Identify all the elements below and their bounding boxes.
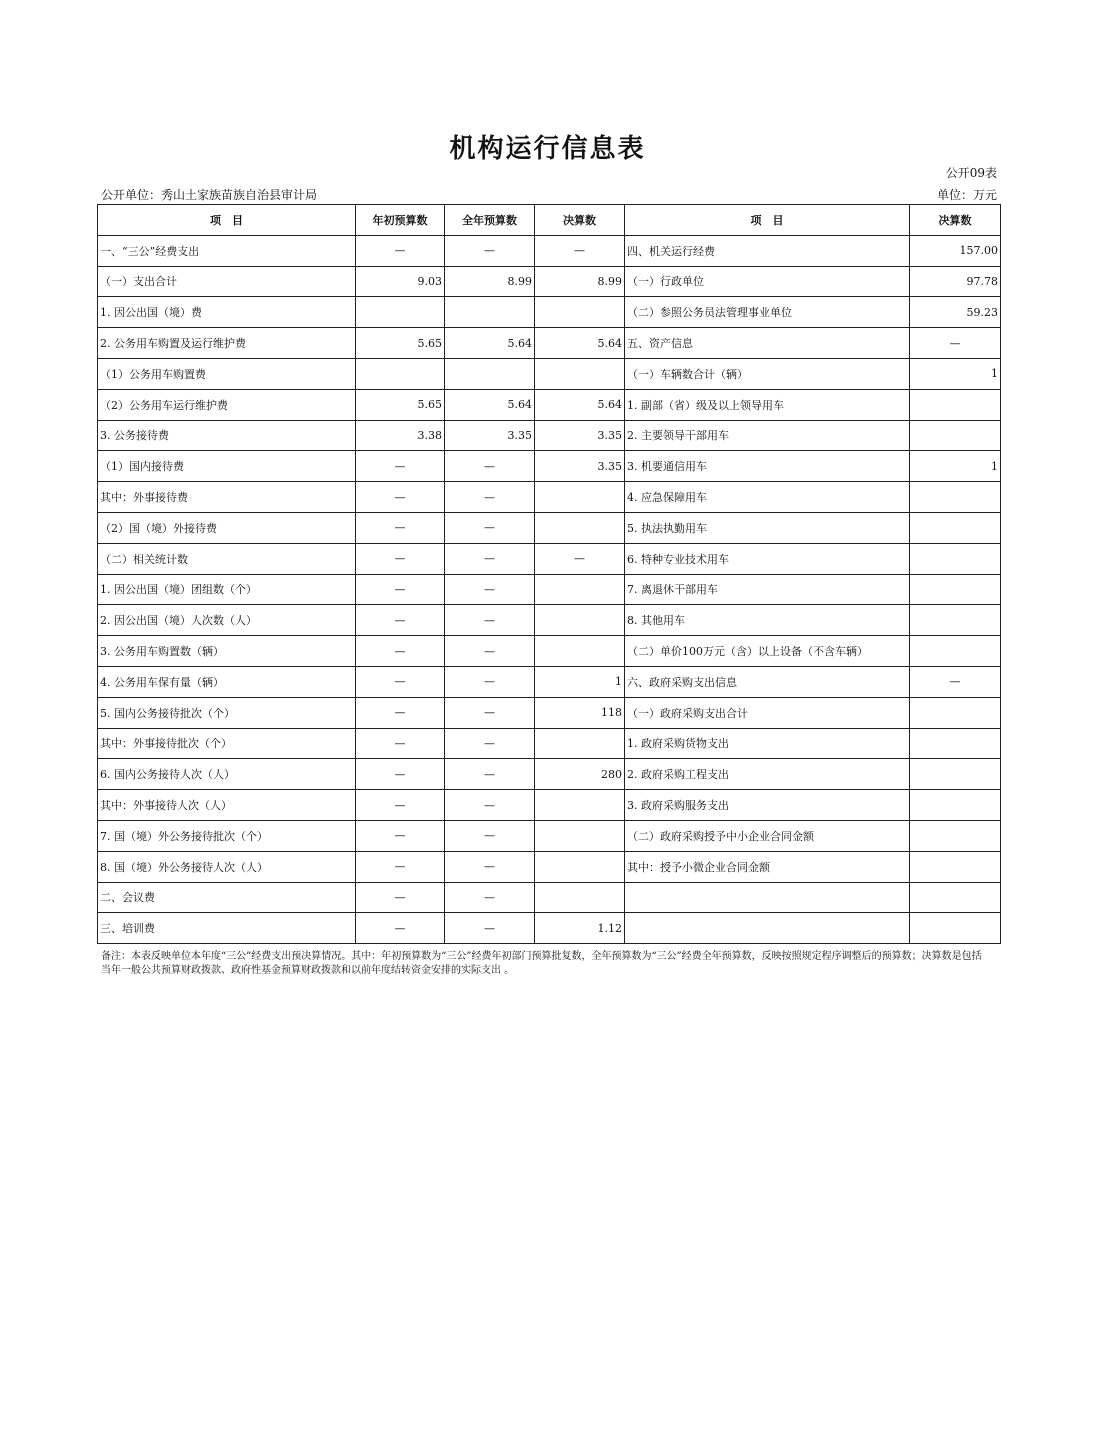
row-final-right: 1 [910,358,1001,389]
row-item-right: （一）政府采购支出合计 [625,697,910,728]
row-final-right [910,574,1001,605]
row-item-left: 1. 因公出国（境）费 [98,297,356,328]
row-final-right: — [910,328,1001,359]
row-annual-budget [445,358,535,389]
row-item-left: 1. 因公出国（境）团组数（个） [98,574,356,605]
row-initial-budget: — [356,882,445,913]
row-initial-budget: 5.65 [356,389,445,420]
row-final-left [535,512,625,543]
row-annual-budget: — [445,759,535,790]
row-annual-budget: — [445,728,535,759]
row-final-left: 280 [535,759,625,790]
row-initial-budget: — [356,820,445,851]
row-final-left [535,605,625,636]
row-item-left: 4. 公务用车保有量（辆） [98,666,356,697]
row-final-left: 3.35 [535,420,625,451]
row-final-right [910,512,1001,543]
table-header-row [98,205,1001,236]
row-final-right [910,543,1001,574]
row-item-right: 7. 离退休干部用车 [625,574,910,605]
table-row [98,790,1001,821]
row-item-left: （1）国内接待费 [98,451,356,482]
row-initial-budget [356,297,445,328]
row-annual-budget: — [445,913,535,944]
table-row [98,666,1001,697]
row-item-right: 5. 执法执勤用车 [625,512,910,543]
table-row [98,297,1001,328]
table-row [98,358,1001,389]
table-row [98,851,1001,882]
row-item-left: 3. 公务用车购置数（辆） [98,636,356,667]
row-initial-budget: 5.65 [356,328,445,359]
row-item-right: （一）行政单位 [625,266,910,297]
row-annual-budget: — [445,666,535,697]
table-row [98,759,1001,790]
row-final-right: 59.23 [910,297,1001,328]
row-initial-budget: — [356,235,445,266]
row-item-right: 六、政府采购支出信息 [625,666,910,697]
row-annual-budget: — [445,820,535,851]
row-item-left: （二）相关统计数 [98,543,356,574]
row-final-right: 97.78 [910,266,1001,297]
row-item-left: 8. 国（境）外公务接待人次（人） [98,851,356,882]
row-annual-budget: — [445,574,535,605]
row-item-left: 2. 因公出国（境）人次数（人） [98,605,356,636]
row-annual-budget: — [445,851,535,882]
table-row [98,913,1001,944]
row-item-left: 7. 国（境）外公务接待批次（个） [98,820,356,851]
row-final-left: 1.12 [535,913,625,944]
form-number: 公开09表 [945,166,997,180]
page-title: 机构运行信息表 [449,134,646,164]
row-final-left: 8.99 [535,266,625,297]
header-annual-budget: 全年预算数 [445,205,535,236]
row-initial-budget: — [356,543,445,574]
table-row [98,820,1001,851]
row-initial-budget: — [356,605,445,636]
row-item-right: 其中：授予小微企业合同金额 [625,851,910,882]
row-final-left [535,636,625,667]
row-item-right: 2. 政府采购工程支出 [625,759,910,790]
row-item-right: 五、资产信息 [625,328,910,359]
table-row [98,512,1001,543]
row-final-left: — [535,235,625,266]
header-initial-budget: 年初预算数 [356,205,445,236]
table-row [98,574,1001,605]
row-initial-budget: — [356,851,445,882]
row-annual-budget: — [445,482,535,513]
row-item-left: 其中：外事接待人次（人） [98,790,356,821]
table-row [98,605,1001,636]
row-final-right [910,420,1001,451]
row-item-right: （二）单价100万元（含）以上设备（不含车辆） [625,636,910,667]
row-annual-budget: — [445,512,535,543]
info-table [97,204,1001,944]
header-final-left: 决算数 [535,205,625,236]
header-item-right: 项 目 [625,205,910,236]
row-final-right [910,820,1001,851]
row-final-left: 1 [535,666,625,697]
row-final-left: 118 [535,697,625,728]
row-annual-budget: — [445,790,535,821]
row-item-right: （二）政府采购授予中小企业合同金额 [625,820,910,851]
row-annual-budget: — [445,451,535,482]
row-annual-budget: 5.64 [445,328,535,359]
row-final-left [535,882,625,913]
row-final-left [535,851,625,882]
row-item-right: 4. 应急保障用车 [625,482,910,513]
row-initial-budget: — [356,636,445,667]
publishing-unit: 公开单位：秀山土家族苗族自治县审计局 [101,188,318,202]
row-final-right [910,636,1001,667]
row-item-left: 3. 公务接待费 [98,420,356,451]
row-annual-budget: 3.35 [445,420,535,451]
header-item-left: 项 目 [98,205,356,236]
row-annual-budget: — [445,636,535,667]
row-item-right [625,913,910,944]
table-row [98,389,1001,420]
row-initial-budget: 9.03 [356,266,445,297]
row-final-left [535,574,625,605]
row-final-left [535,790,625,821]
row-annual-budget [445,297,535,328]
row-final-right: 157.00 [910,235,1001,266]
row-annual-budget: — [445,235,535,266]
row-item-right: 四、机关运行经费 [625,235,910,266]
row-item-left: （1）公务用车购置费 [98,358,356,389]
table-row [98,882,1001,913]
header-final-right: 决算数 [910,205,1001,236]
row-initial-budget: — [356,512,445,543]
row-item-left: 5. 国内公务接待批次（个） [98,697,356,728]
table-row [98,235,1001,266]
row-annual-budget: — [445,605,535,636]
row-annual-budget: — [445,697,535,728]
row-initial-budget: 3.38 [356,420,445,451]
row-final-left [535,297,625,328]
row-item-left: （一）支出合计 [98,266,356,297]
row-initial-budget [356,358,445,389]
row-final-left [535,820,625,851]
table-row [98,543,1001,574]
row-final-right [910,851,1001,882]
row-final-right [910,389,1001,420]
row-item-left: 其中：外事接待费 [98,482,356,513]
row-initial-budget: — [356,790,445,821]
row-item-left: 其中：外事接待批次（个） [98,728,356,759]
row-item-right: （一）车辆数合计（辆） [625,358,910,389]
row-item-right: 3. 政府采购服务支出 [625,790,910,821]
row-final-left [535,358,625,389]
row-final-right [910,913,1001,944]
row-final-right [910,882,1001,913]
row-final-right [910,728,1001,759]
table-row [98,451,1001,482]
row-annual-budget: — [445,543,535,574]
row-initial-budget: — [356,728,445,759]
row-item-left: （2）公务用车运行维护费 [98,389,356,420]
row-final-right [910,605,1001,636]
table-row [98,420,1001,451]
table-row [98,636,1001,667]
row-final-left [535,482,625,513]
row-initial-budget: — [356,482,445,513]
row-item-left: 2. 公务用车购置及运行维护费 [98,328,356,359]
table-row [98,697,1001,728]
row-item-left: 二、会议费 [98,882,356,913]
row-initial-budget: — [356,913,445,944]
row-initial-budget: — [356,697,445,728]
row-final-right [910,790,1001,821]
row-item-left: （2）国（境）外接待费 [98,512,356,543]
row-initial-budget: — [356,574,445,605]
row-initial-budget: — [356,759,445,790]
row-item-left: 6. 国内公务接待人次（人） [98,759,356,790]
table-row [98,728,1001,759]
row-annual-budget: — [445,882,535,913]
row-item-left: 一、“三公”经费支出 [98,235,356,266]
row-final-left: — [535,543,625,574]
row-item-right: 3. 机要通信用车 [625,451,910,482]
row-annual-budget: 8.99 [445,266,535,297]
row-final-right: — [910,666,1001,697]
row-annual-budget: 5.64 [445,389,535,420]
row-final-left [535,728,625,759]
row-initial-budget: — [356,666,445,697]
row-final-right [910,482,1001,513]
row-final-right [910,697,1001,728]
currency-unit: 单位：万元 [936,188,997,202]
row-item-right: 8. 其他用车 [625,605,910,636]
footnote: 备注：本表反映单位本年度“三公”经费支出预决算情况。其中：年初预算数为“三公”经费年初部门预算批复数，全年预算数为“三公”经费全年预算数，反映按照规定程序调整后的预算数；决算数是包括当年一般公共预算财政拨款、政府性基金预算财政拨款和以前年度结转资金安排的实际支出 。 [101,951,982,976]
row-item-right: 2. 主要领导干部用车 [625,420,910,451]
row-final-left: 5.64 [535,328,625,359]
row-initial-budget: — [356,451,445,482]
row-item-right [625,882,910,913]
row-item-left: 三、培训费 [98,913,356,944]
row-final-right: 1 [910,451,1001,482]
row-final-left: 5.64 [535,389,625,420]
table-row [98,266,1001,297]
table-row [98,482,1001,513]
row-item-right: （二）参照公务员法管理事业单位 [625,297,910,328]
row-final-left: 3.35 [535,451,625,482]
row-item-right: 1. 副部（省）级及以上领导用车 [625,389,910,420]
table-row [98,328,1001,359]
row-final-right [910,759,1001,790]
row-item-right: 1. 政府采购货物支出 [625,728,910,759]
row-item-right: 6. 特种专业技术用车 [625,543,910,574]
